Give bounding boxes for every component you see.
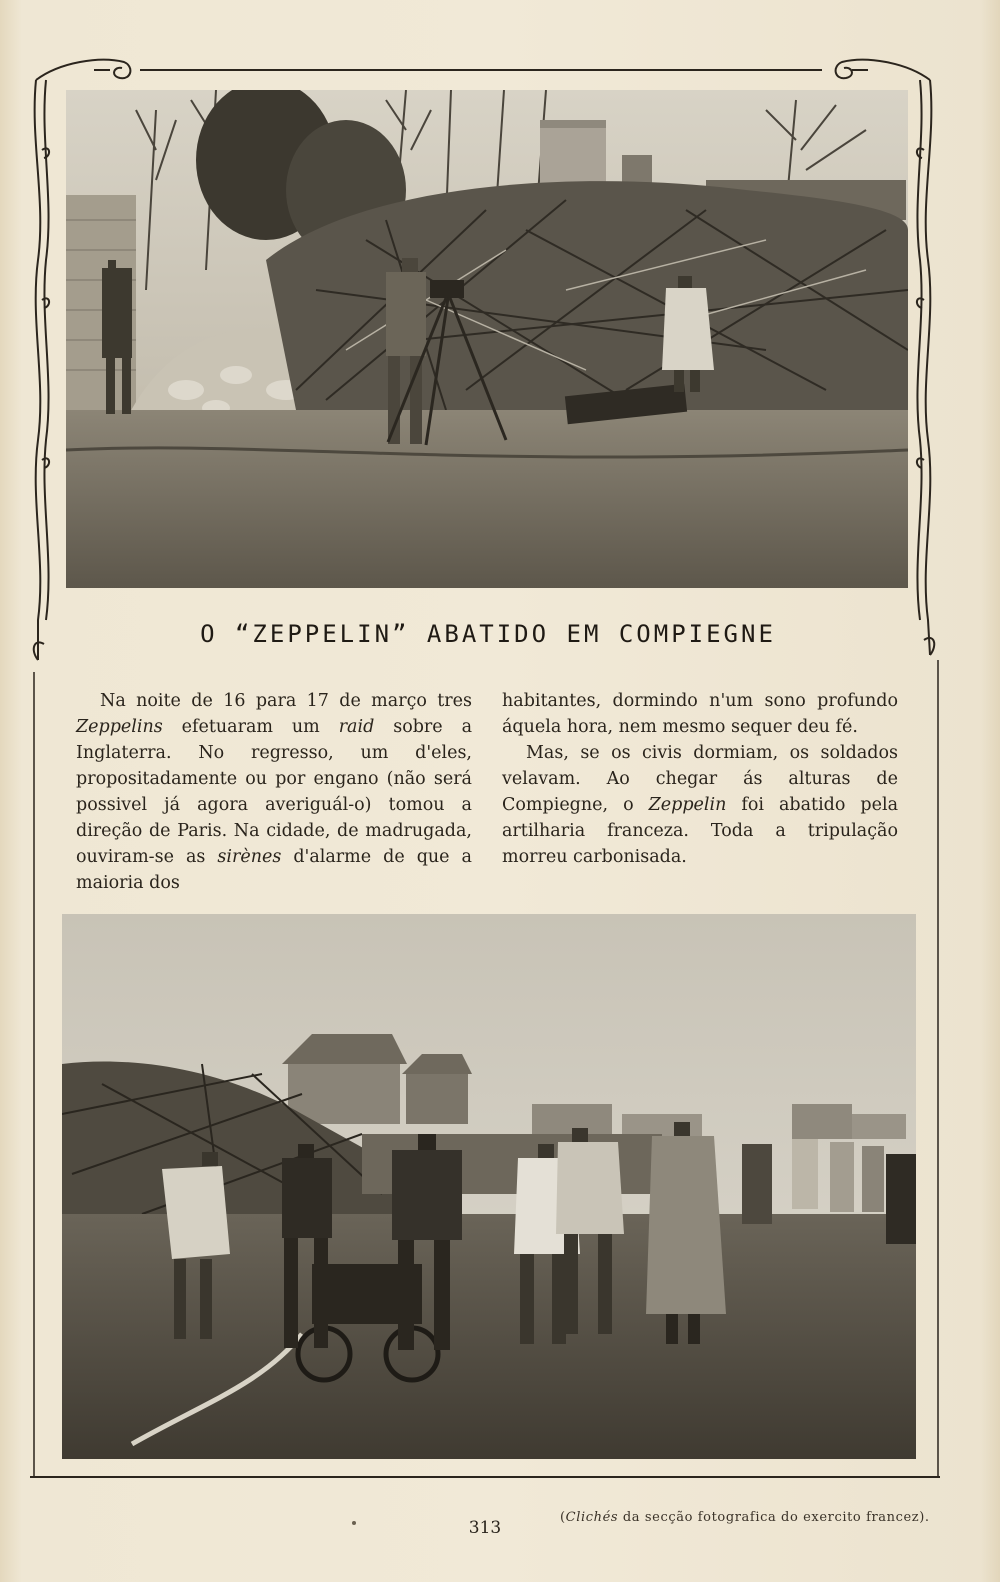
photo-zeppelin-wreckage-bottom	[62, 914, 916, 1459]
text-run: d'alarme de que a maioria dos	[76, 847, 472, 893]
photo-credit	[560, 1510, 940, 1525]
text-run: Na noite de 16 para 17 de março tres	[100, 691, 472, 711]
italic-term: Zeppelin	[648, 795, 727, 815]
paragraph	[76, 688, 472, 896]
credit-paren: (	[560, 1510, 566, 1525]
ink-dot	[352, 1521, 356, 1525]
italic-term: raid	[338, 717, 375, 737]
text-run: efetuaram um	[162, 717, 339, 737]
italic-term: sirènes	[217, 847, 282, 867]
photo-zeppelin-wreckage-top	[66, 90, 908, 588]
text-run: sobre a Inglaterra. No regresso, um d'eles, propositadamente ou por engano (não será possivel já agora averiguál-o) tomou a direção de Paris. Na cidade, de madrugada, ouviram-se as	[76, 717, 473, 867]
text-run: Mas, se os civis dormiam, os soldados velavam. Ao chegar ás alturas de Compiegne, o	[502, 743, 898, 815]
credit-italic: Clichés	[565, 1510, 619, 1525]
credit-text: da secção fotografica do exercito francez).	[618, 1510, 930, 1525]
paragraph: habitantes, dormindo n'um sono profundo áquela hora, nem mesmo sequer deu fé.	[502, 691, 898, 737]
article-column-right	[502, 688, 898, 870]
text-run: foi abatido pela artilharia franceza. Toda a tripulação morreu carbonisada.	[502, 795, 898, 867]
italic-term: Zeppelins	[76, 717, 163, 737]
article-column-left	[76, 688, 472, 896]
paragraph	[502, 740, 898, 870]
page-title: O “ZEPPELIN” ABATIDO EM COMPIEGNE	[200, 620, 776, 648]
page-number: 313	[468, 1518, 502, 1538]
